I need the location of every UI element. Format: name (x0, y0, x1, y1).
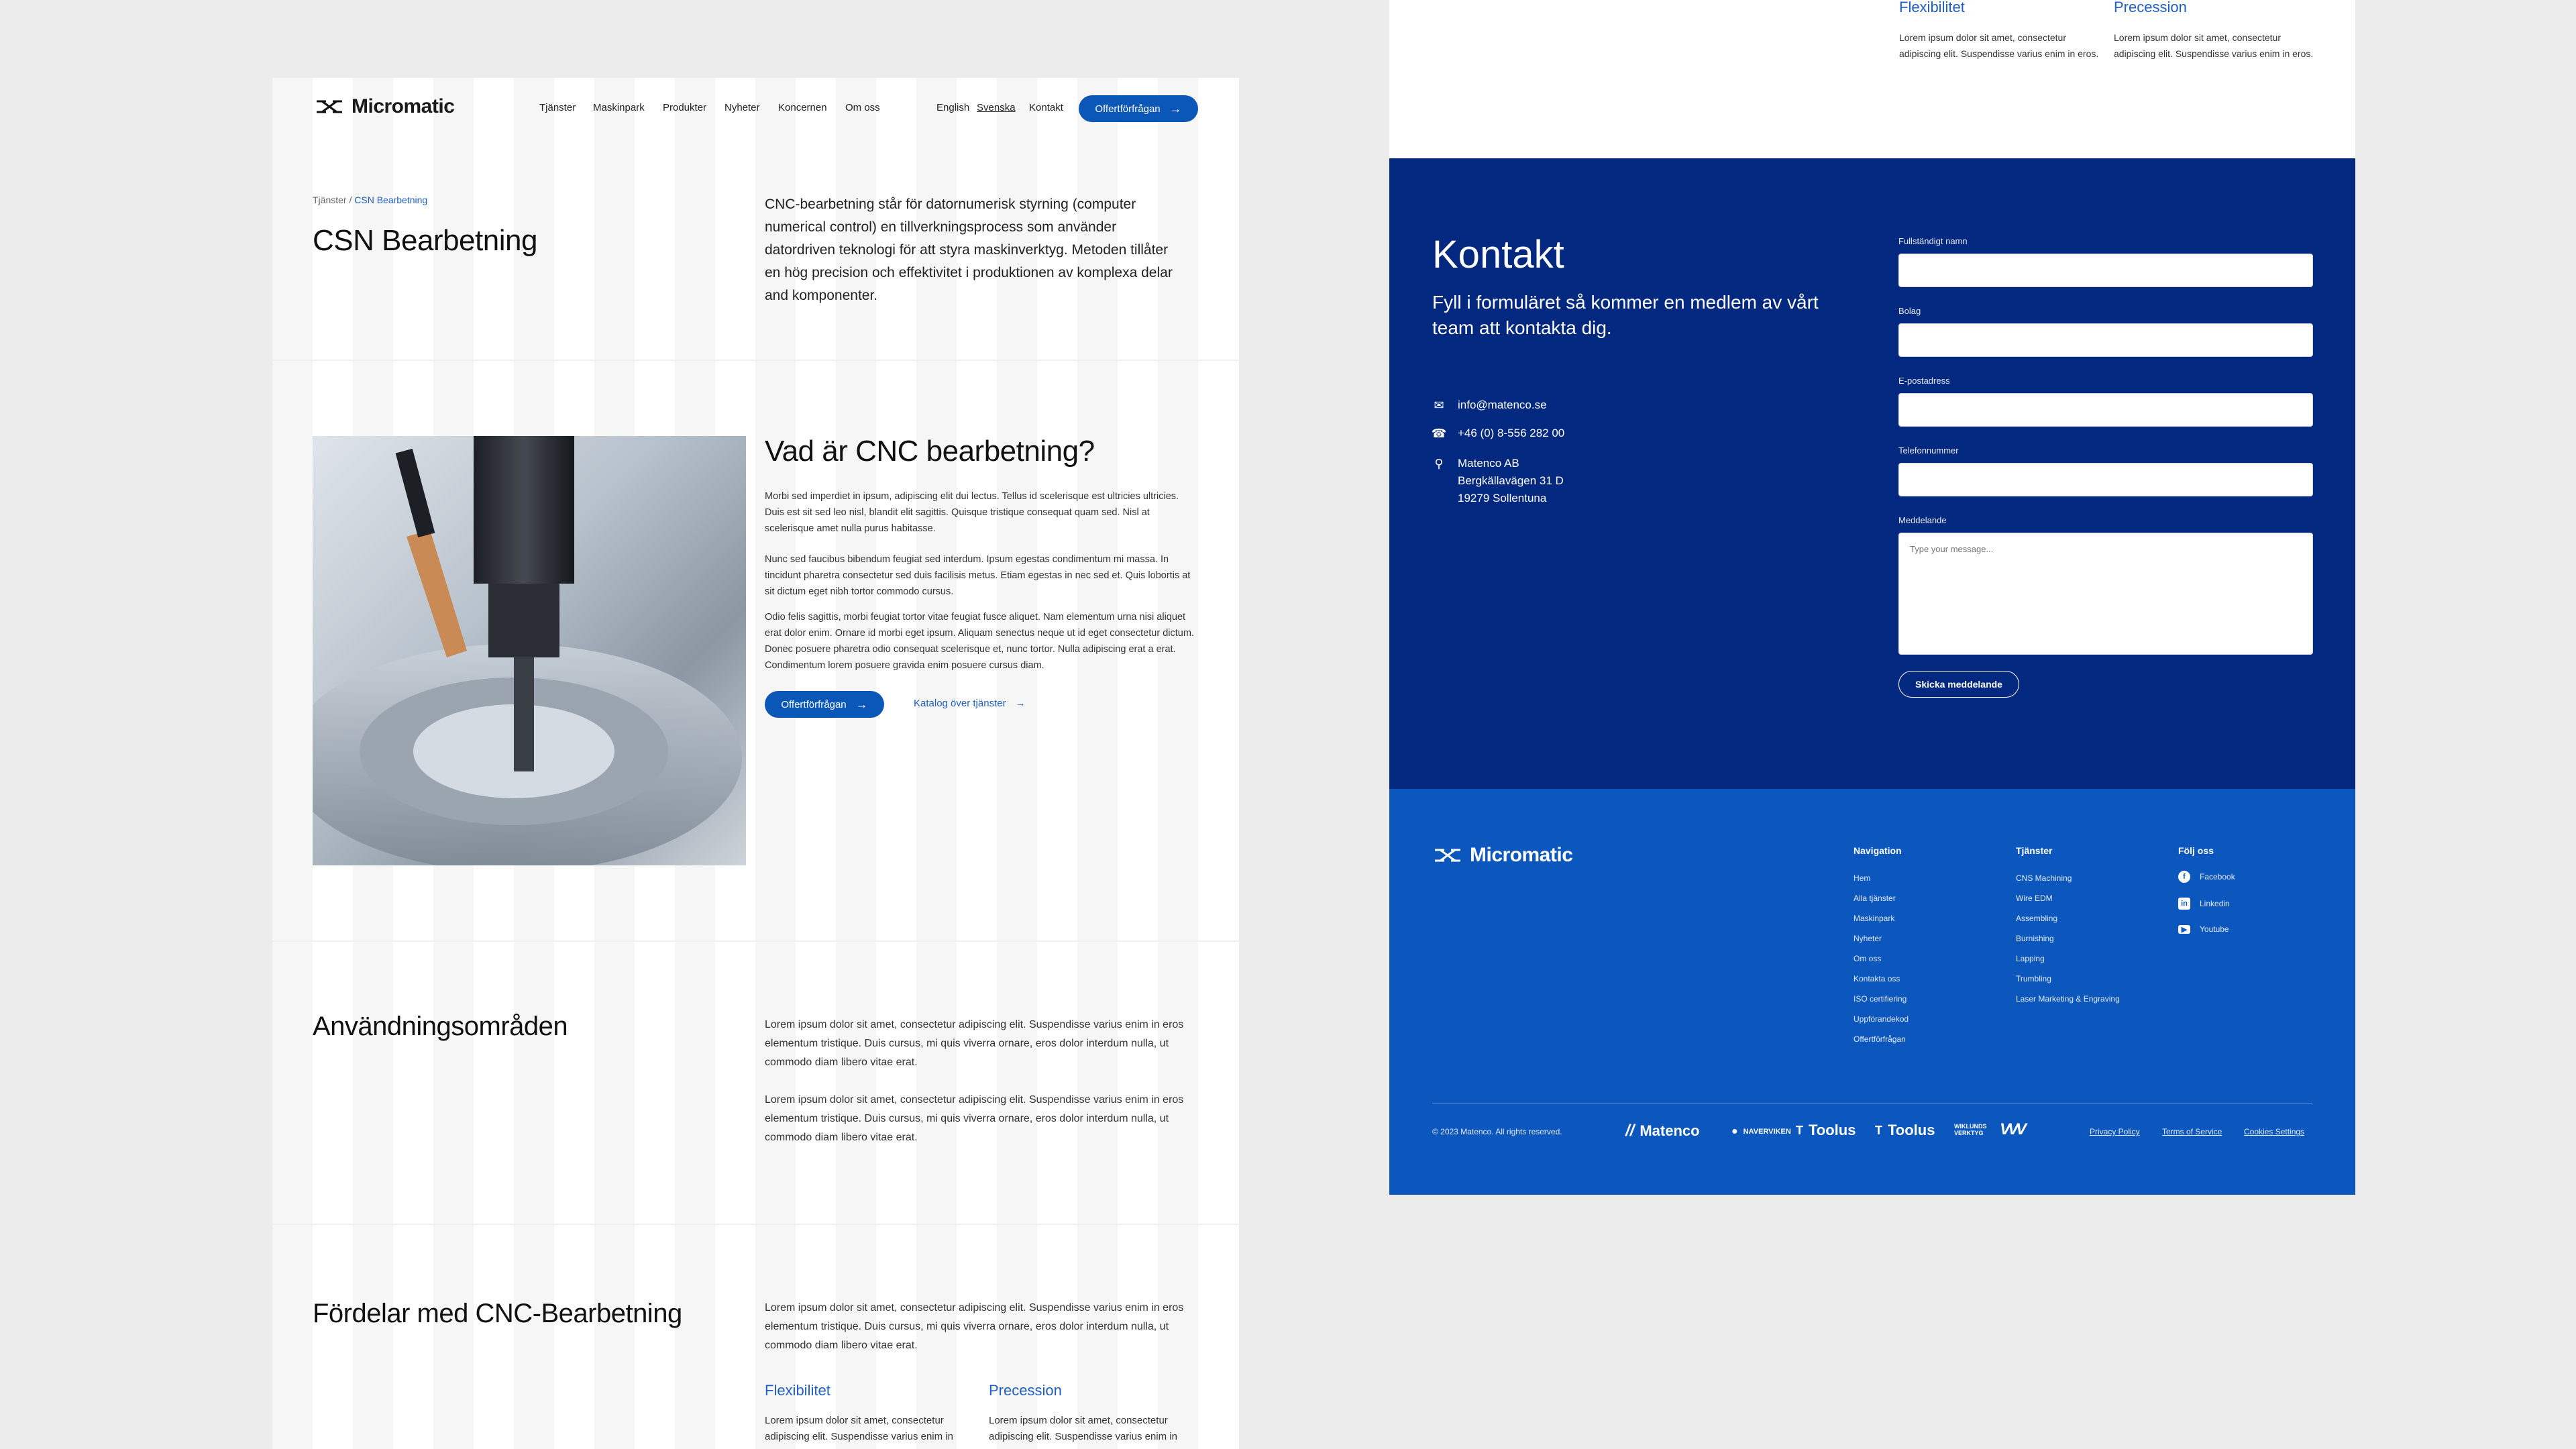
benefit-precision-text: Lorem ipsum dolor sit amet, consectetur adipiscing elit. Suspendisse varius enim in (989, 1415, 1177, 1442)
benefit-flexibility-text: Lorem ipsum dolor sit amet, consectetur adipiscing elit. Suspendisse varius enim in eros. (1899, 32, 2099, 59)
contact-section (1389, 158, 2355, 789)
location-pin-icon: ⚲ (1434, 457, 1444, 470)
about-paragraph-1: Morbi sed imperdiet in ipsum, adipiscing elit dui lectus. Tellus id scelerisque est ultricies ultricies. Duis est sit sed leo nisl, blandit elit sagittis. Quisque tristique consequat quam sed. Nisl at scelerisque amet nulla purus habitasse. (765, 491, 1179, 534)
linkedin-icon: in (2178, 898, 2190, 910)
address-company: Matenco AB (1458, 457, 1519, 470)
benefit-precision-text: Lorem ipsum dolor sit amet, consectetur adipiscing elit. Suspendisse varius enim in eros. (2114, 32, 2314, 59)
about-quote-button[interactable] (765, 691, 884, 718)
divider (272, 1224, 1239, 1225)
breadcrumb (313, 195, 427, 205)
about-quote-label: Offertförfrågan (781, 698, 847, 710)
brand-matenco-label: Matenco (1640, 1122, 1700, 1139)
footer-service-burnishing[interactable]: Burnishing (2016, 934, 2054, 943)
mail-icon: ✉ (1434, 398, 1444, 412)
arrow-right-icon: → (855, 697, 868, 711)
company-field[interactable] (1898, 323, 2313, 357)
benefits-paragraph: Lorem ipsum dolor sit amet, consectetur adipiscing elit. Suspendisse varius enim in eros elementum tristique. Duis cursus, mi quis viverra ornare, eros dolor interdum nulla, ut commodo diam libero vitae erat. (765, 1302, 1184, 1351)
breadcrumb-separator: / (349, 195, 352, 205)
footer-divider (1432, 1103, 2312, 1104)
contact-email-text: info@matenco.se (1458, 398, 1547, 411)
wiklunds-logo-icon: VVV (2000, 1120, 2025, 1138)
email-field[interactable] (1898, 393, 2313, 427)
footer-service-wire-edm[interactable]: Wire EDM (2016, 894, 2053, 903)
benefit-precision-title: Precession (989, 1382, 1062, 1399)
toolus-logo-icon: T (1796, 1123, 1803, 1137)
benefits-continuation (1389, 0, 2355, 158)
service-catalog-label: Katalog över tjänster (914, 698, 1006, 709)
social-youtube[interactable] (2178, 924, 2229, 934)
footer-nav-alla-tjanster[interactable]: Alla tjänster (1854, 894, 1896, 903)
footer-services-title: Tjänster (2016, 845, 2053, 856)
contact-email[interactable] (1432, 398, 1547, 413)
usage-paragraph-1: Lorem ipsum dolor sit amet, consectetur adipiscing elit. Suspendisse varius enim in eros elementum tristique. Duis cursus, mi quis viverra ornare, eros dolor interdum nulla, ut commodo diam libero vitae erat. (765, 1019, 1184, 1068)
footer-service-lapping[interactable]: Lapping (2016, 954, 2045, 963)
hero-intro: CNC-bearbetning står för datornumerisk styrning (computer numerical control) en tillverkningsprocess som använder datordriven teknologi för att styra maskinverktyg. Metoden tillåter en hög precision och effektivitet i produktionen av komplexa delar and komponenter. (765, 197, 1173, 303)
divider (272, 360, 1239, 361)
facebook-icon: f (2178, 871, 2190, 883)
naverviken-logo-icon: ● (1731, 1126, 1738, 1137)
service-page (272, 78, 1239, 1449)
footer-service-assembling[interactable]: Assembling (2016, 914, 2058, 923)
social-youtube-label: Youtube (2200, 924, 2229, 934)
footer-service-cns[interactable]: CNS Machining (2016, 873, 2072, 883)
footer (1389, 789, 2355, 1195)
page-title: CSN Bearbetning (313, 224, 537, 257)
nav-nyheter[interactable]: Nyheter (724, 102, 760, 113)
footer-nav-offertforfragan[interactable]: Offertförfrågan (1854, 1034, 1906, 1044)
footer-nav-nyheter[interactable]: Nyheter (1854, 934, 1882, 943)
nav-om-oss[interactable]: Om oss (845, 102, 880, 113)
social-facebook-label: Facebook (2200, 872, 2235, 881)
logo-text: Micromatic (352, 95, 455, 117)
address-street: Bergkällavägen 31 D (1458, 474, 1564, 487)
about-paragraph-3: Odio felis sagittis, morbi feugiat tortor vitae feugiat fusce aliquet. Nam elementum urna nisi aliquet erat dolor enim. Ornare id morbi eget ipsum. Aliquam senectus neque ut id eget consectetur dictum. Donec posuere pharetra odio consequat scelerisque et, nunc tortor. Nulla adipiscing erat a erat. Condimentum lorem posuere gravida enim posuere cursus diam. (765, 612, 1194, 671)
nav-koncernen[interactable]: Koncernen (778, 102, 827, 113)
footer-logo-text: Micromatic (1470, 844, 1573, 866)
contact-address (1432, 455, 1564, 507)
usage-paragraph-2: Lorem ipsum dolor sit amet, consectetur adipiscing elit. Suspendisse varius enim in eros elementum tristique. Duis cursus, mi quis viverra ornare, eros dolor interdum nulla, ut commodo diam libero vitae erat. (765, 1094, 1184, 1143)
privacy-link[interactable]: Privacy Policy (2090, 1127, 2140, 1136)
cookies-link[interactable]: Cookies Settings (2244, 1127, 2305, 1136)
name-label: Fullständigt namn (1898, 236, 1968, 246)
phone-label: Telefonnummer (1898, 445, 1959, 455)
breadcrumb-current: CSN Bearbetning (354, 195, 428, 205)
about-paragraph-2: Nunc sed faucibus bibendum feugiat sed interdum. Ipsum egestas condimentum mi massa. In tincidunt pharetra consectetur sed duis facilisis metus. Etiam egestas in nec sed et. Quis lobortis at sit dictum eget nibh tortor commodo cursus. (765, 554, 1191, 597)
brand-toolus-1[interactable] (1796, 1122, 1856, 1139)
footer-service-laser[interactable]: Laser Marketing & Engraving (2016, 994, 2120, 1004)
contact-phone-text: +46 (0) 8-556 282 00 (1458, 427, 1565, 439)
toolus-logo-icon: T (1875, 1123, 1882, 1137)
brand-wiklunds-label: WIKLUNDS VERKTYG (1954, 1123, 1987, 1136)
brand-wiklunds[interactable] (1954, 1120, 2025, 1138)
phone-icon: ☎ (1431, 427, 1447, 440)
benefit-flexibility-title: Flexibilitet (1899, 0, 1965, 15)
arrow-right-icon: → (1015, 698, 1026, 709)
footer-logo[interactable] (1434, 844, 1572, 867)
address-city: 19279 Sollentuna (1458, 492, 1547, 504)
footer-nav-title: Navigation (1854, 845, 1902, 856)
cnc-machine-image (313, 436, 746, 865)
brand-toolus-2-label: Toolus (1888, 1122, 1935, 1138)
social-linkedin[interactable] (2178, 898, 2230, 910)
nav-maskinpark[interactable]: Maskinpark (593, 102, 645, 113)
benefits-title: Fördelar med CNC-Bearbetning (313, 1299, 682, 1328)
message-label: Meddelande (1898, 515, 1947, 525)
logo[interactable] (315, 95, 454, 118)
about-title: Vad är CNC bearbetning? (765, 435, 1095, 468)
terms-link[interactable]: Terms of Service (2162, 1127, 2222, 1136)
phone-field[interactable] (1898, 463, 2313, 496)
micromatic-logo-icon (1434, 846, 1462, 865)
nav-tjanster[interactable]: Tjänster (539, 102, 576, 113)
arrow-right-icon: → (1169, 101, 1182, 115)
footer-nav-om-oss[interactable]: Om oss (1854, 954, 1882, 963)
footer-nav-iso[interactable]: ISO certifiering (1854, 994, 1907, 1004)
lang-svenska[interactable]: Svenska (977, 102, 1016, 113)
company-label: Bolag (1898, 306, 1921, 316)
benefit-flexibility-text: Lorem ipsum dolor sit amet, consectetur adipiscing elit. Suspendisse varius enim in (765, 1415, 953, 1442)
contact-page (1389, 0, 2355, 1195)
email-label: E-postadress (1898, 376, 1950, 386)
youtube-icon: ▶ (2178, 925, 2190, 934)
service-catalog-link[interactable] (914, 698, 1026, 709)
footer-nav-uppforandekod[interactable]: Uppförandekod (1854, 1014, 1909, 1024)
cnc-illustration (313, 436, 746, 865)
header-quote-button[interactable] (1079, 95, 1198, 122)
message-field[interactable] (1898, 533, 2313, 655)
brand-naverviken-label: NAVERVIKEN (1743, 1128, 1791, 1136)
usage-title: Användningsområden (313, 1012, 568, 1041)
footer-nav-maskinpark[interactable]: Maskinpark (1854, 914, 1895, 923)
copyright: © 2023 Matenco. All rights reserved. (1432, 1127, 1562, 1136)
nav-kontakt[interactable]: Kontakt (1029, 102, 1063, 113)
footer-service-trumbling[interactable]: Trumbling (2016, 974, 2051, 983)
benefit-flexibility-title: Flexibilitet (765, 1382, 830, 1399)
breadcrumb-parent[interactable]: Tjänster (313, 195, 347, 205)
contact-phone[interactable] (1432, 427, 1564, 441)
submit-button[interactable]: Skicka meddelande (1898, 671, 2019, 698)
benefit-precision-title: Precession (2114, 0, 2187, 15)
micromatic-logo-icon (315, 97, 343, 116)
name-field[interactable] (1898, 254, 2313, 287)
brand-toolus-2[interactable] (1875, 1122, 1935, 1139)
contact-title: Kontakt (1432, 233, 1564, 276)
nav-produkter[interactable]: Produkter (663, 102, 707, 113)
divider (272, 941, 1239, 942)
brand-toolus-1-label: Toolus (1809, 1122, 1856, 1138)
footer-nav-kontakta-oss[interactable]: Kontakta oss (1854, 974, 1900, 983)
contact-subtitle: Fyll i formuläret så kommer en medlem av vårt team att kontakta dig. (1432, 292, 1819, 338)
footer-nav-hem[interactable]: Hem (1854, 873, 1871, 883)
brand-naverviken[interactable] (1731, 1126, 1791, 1138)
brand-matenco[interactable] (1625, 1122, 1700, 1140)
social-facebook[interactable] (2178, 871, 2235, 883)
footer-follow-title: Följ oss (2178, 845, 2214, 856)
header-quote-label: Offertförfrågan (1095, 103, 1161, 115)
social-linkedin-label: Linkedin (2200, 899, 2230, 908)
lang-english[interactable]: English (936, 102, 970, 113)
matenco-logo-icon: // (1625, 1122, 1635, 1140)
grid-stripe (272, 78, 313, 1449)
